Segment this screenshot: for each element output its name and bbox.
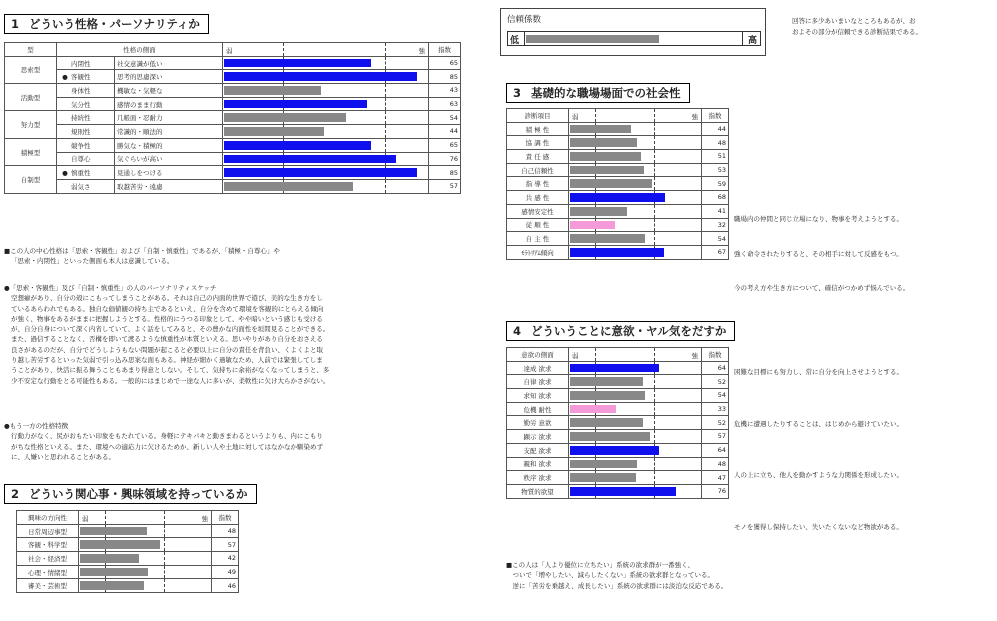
bar-cell	[223, 138, 429, 152]
table-row	[507, 232, 729, 246]
row-comment: 今の考え方や生き方について、確信がつかめず悩んでいる。	[734, 284, 910, 292]
trait-name: 規則性	[71, 127, 91, 136]
trait-cell	[57, 97, 115, 111]
sketch-line: 良さがあるのだが、自分でどうしようもない問題が起こると必要以上に自分の責任を背負い、くよくよと取	[11, 345, 323, 354]
section1-title	[4, 14, 209, 34]
score-bar	[80, 581, 144, 590]
reliability-note-line: およその部分が信頼できる診断結果である。	[792, 28, 922, 36]
trait-name: 弱気さ	[71, 182, 91, 191]
bar-cell	[223, 84, 429, 98]
score-bar	[80, 554, 139, 563]
section2-number: 2	[11, 487, 20, 501]
trait-description: 取越苦労・遠慮	[115, 179, 223, 193]
bar-cell	[79, 552, 212, 566]
bar-cell	[569, 163, 702, 177]
row-label: 自律 欲求	[507, 375, 569, 389]
summary-line: 「思索・内閉性」といった側面も本人は意識している。	[11, 257, 174, 266]
motivation-aspect-header: 意欲の側面	[507, 348, 569, 362]
sketch-line: また、過信することなく、否構を即いて渡るような慎重性が本質といえる。思いやりがあり自分をおさえる	[11, 335, 323, 344]
score-bar	[224, 86, 321, 95]
index-value: 32	[702, 218, 729, 232]
score-bar	[570, 364, 659, 373]
row-label: 感情安定性	[507, 204, 569, 218]
reliability-title: 信頼係数	[507, 15, 542, 25]
row-label: 自 主 性	[507, 232, 569, 246]
bar-cell	[569, 122, 702, 136]
primary-marker: ●	[62, 73, 68, 82]
index-value: 64	[702, 361, 729, 375]
sketch-line: が強く、物事をあるがままに把握しようとする。性格的にうつる印象として、やや暗いという感じも受ける	[11, 314, 323, 323]
row-label: 協 調 性	[507, 136, 569, 150]
trait-cell	[57, 179, 115, 193]
bar-cell	[79, 565, 212, 579]
sketch-line: 少不安定な行動をとる可能性もある。一般的にはまじめで一途な人に多いが、柔軟性に欠け大らかさがない。	[11, 376, 330, 385]
interest-scale-header	[79, 511, 212, 525]
personality-summary	[4, 246, 474, 267]
bar-cell	[569, 136, 702, 150]
index-value: 68	[702, 191, 729, 205]
row-label: 勤労 意欲	[507, 416, 569, 430]
table-row	[507, 163, 729, 177]
score-bar	[570, 166, 644, 175]
section3-title-text: 基礎的な職場場面での社会性	[531, 86, 681, 100]
table-row	[5, 97, 461, 111]
bar-cell	[569, 402, 702, 416]
score-bar	[570, 221, 615, 230]
table-row	[507, 177, 729, 191]
trait-cell	[57, 166, 115, 180]
table-row	[507, 416, 729, 430]
index-value: 54	[702, 389, 729, 403]
reliability-scale	[507, 31, 761, 46]
index-header: 指数	[429, 43, 461, 57]
bar-cell	[569, 457, 702, 471]
table-row	[17, 552, 239, 566]
reliability-low: 低	[510, 36, 520, 46]
score-bar	[570, 207, 627, 216]
section2-title-text: どういう関心事・興味領域を持っているか	[29, 487, 248, 501]
score-bar	[570, 418, 643, 427]
score-bar	[570, 391, 645, 400]
bar-cell	[569, 484, 702, 498]
trait-description: 見通しをつける	[115, 166, 223, 180]
section4-number: 4	[513, 324, 522, 338]
table-row	[507, 204, 729, 218]
bar-cell	[223, 111, 429, 125]
sketch-line: 空想癖があり、自分の殻にこもってしまうことがある。それは自己の内面的世界で遊び、美的な生き方をし	[11, 294, 323, 303]
score-bar	[570, 432, 650, 441]
trait-name: 持続性	[71, 114, 91, 123]
section2-title	[4, 484, 257, 504]
index-value: 43	[429, 84, 461, 98]
bar-cell	[223, 166, 429, 180]
index-value: 47	[702, 471, 729, 485]
other-traits	[4, 421, 479, 462]
row-label: 責 任 感	[507, 150, 569, 164]
social-scale-header	[569, 109, 702, 123]
row-label: 秩序 欲求	[507, 471, 569, 485]
score-bar	[570, 138, 637, 147]
table-row	[507, 375, 729, 389]
table-row	[507, 218, 729, 232]
type-cell: 積極型	[5, 138, 57, 165]
type-cell: 活動型	[5, 84, 57, 111]
index-value: 57	[212, 538, 239, 552]
interest-index-header: 指数	[212, 511, 239, 525]
trait-name: 内閉性	[71, 59, 91, 68]
table-row	[507, 457, 729, 471]
bar-cell	[569, 177, 702, 191]
table-row	[5, 152, 461, 166]
motivation-summary-line: 逆に「苦労を乗越え、成長したい」系統の欲求群には淡泊な反応である。	[506, 581, 728, 590]
type-cell: 努力型	[5, 111, 57, 138]
score-bar	[570, 193, 665, 202]
row-comment: 人の上に立ち、他人を動かすような力関係を形成したい。	[734, 471, 903, 480]
index-value: 41	[702, 204, 729, 218]
row-comment: 強く命令されたりすると、その相手に対して反感をもつ。	[734, 249, 903, 258]
index-value: 48	[702, 457, 729, 471]
trait-cell	[57, 138, 115, 152]
index-value: 44	[702, 122, 729, 136]
trait-description: 機敏な・気軽な	[115, 84, 223, 98]
index-value: 65	[429, 138, 461, 152]
personality-table	[4, 42, 461, 194]
sketch-line: うことがあり、快活に振る舞うこともあまり得意としない。そして、気持ちに余裕がなくなってしまうと、多	[11, 366, 330, 375]
bar-cell	[223, 179, 429, 193]
score-bar	[570, 179, 652, 188]
index-value: 48	[702, 136, 729, 150]
table-row	[5, 138, 461, 152]
score-bar	[570, 487, 676, 496]
bar-cell	[569, 430, 702, 444]
row-label: 積 極 性	[507, 122, 569, 136]
table-row	[17, 538, 239, 552]
trait-name: 自尊心	[71, 155, 91, 164]
social-table	[506, 108, 729, 260]
bar-cell	[223, 125, 429, 139]
score-bar	[224, 168, 417, 177]
score-bar	[224, 72, 417, 81]
reliability-high: 高	[747, 36, 757, 46]
table-row	[5, 70, 461, 84]
index-value: 52	[702, 375, 729, 389]
table-row	[507, 430, 729, 444]
table-row	[5, 111, 461, 125]
bar-cell	[569, 471, 702, 485]
personality-sketch	[4, 283, 479, 386]
score-bar	[570, 377, 643, 386]
table-row	[17, 579, 239, 593]
bar-cell	[569, 150, 702, 164]
section1-title-text: どういう性格・パーソナリティか	[29, 17, 200, 31]
type-cell: 自制型	[5, 166, 57, 193]
bar-cell	[79, 538, 212, 552]
bar-cell	[569, 375, 702, 389]
trait-name: 慎重性	[71, 169, 91, 178]
index-value: 63	[429, 97, 461, 111]
table-row	[507, 150, 729, 164]
interest-aspect-header: 興味の方向性	[17, 511, 79, 525]
strong-label: 強	[418, 47, 425, 55]
bar-cell	[79, 579, 212, 593]
index-value: 52	[702, 416, 729, 430]
row-label: 自己信頼性	[507, 163, 569, 177]
trait-description: 気ぐらいが高い	[115, 152, 223, 166]
section4-title-text: どういうことに意欲・ヤル気をだすか	[531, 324, 727, 338]
sketch-title: ●「思索・客観性」及び「自制・慎重性」の人のパーソナリティスケッチ	[4, 284, 217, 292]
index-value: 44	[429, 125, 461, 139]
table-row	[17, 565, 239, 579]
weak-label: 弱	[82, 515, 89, 523]
interest-table	[16, 510, 239, 593]
sketch-line: り越し苦労するといった気弱で引っ込み思案な面もある。神経が細かく過敏なため、人前では緊張してしま	[11, 356, 323, 365]
trait-cell	[57, 56, 115, 70]
motivation-scale-header	[569, 348, 702, 362]
score-bar	[570, 460, 637, 469]
bar-cell	[569, 232, 702, 246]
weak-label: 弱	[226, 47, 233, 55]
other-line: に、人嫌いと思われることがある。	[11, 452, 115, 461]
index-value: 42	[212, 552, 239, 566]
table-row	[507, 471, 729, 485]
index-value: 51	[702, 150, 729, 164]
index-value: 64	[702, 443, 729, 457]
motivation-index-header: 指数	[702, 348, 729, 362]
table-row	[17, 524, 239, 538]
bar-cell	[569, 361, 702, 375]
table-row	[5, 56, 461, 70]
table-row	[5, 84, 461, 98]
section4-title	[506, 321, 735, 341]
score-bar	[224, 100, 367, 109]
aspect-header: 性格の側面	[57, 43, 223, 57]
score-bar	[570, 446, 659, 455]
row-label: 指 導 性	[507, 177, 569, 191]
index-value: 57	[429, 179, 461, 193]
section3-number: 3	[513, 86, 522, 100]
trait-name: 客観性	[71, 73, 91, 82]
row-label: 客観・科学型	[17, 538, 79, 552]
score-bar	[224, 59, 371, 68]
sketch-line: ているあらわれでもある。独自な価値観の持ち主であるといえ、自分を含めて環境を客観的にとらえる傾向	[11, 304, 324, 313]
index-value: 53	[702, 163, 729, 177]
row-label: ﾓﾗﾄﾘｱﾑ傾向	[507, 245, 569, 259]
index-value: 85	[429, 70, 461, 84]
table-row	[507, 389, 729, 403]
trait-cell	[57, 125, 115, 139]
score-bar	[570, 125, 631, 134]
trait-cell	[57, 84, 115, 98]
trait-cell	[57, 152, 115, 166]
row-label: 共 感 性	[507, 191, 569, 205]
trait-description: 思考的思慮深い	[115, 70, 223, 84]
row-label: 求知 欲求	[507, 389, 569, 403]
row-label: 親和 欲求	[507, 457, 569, 471]
bar-cell	[569, 191, 702, 205]
row-label: 日常周辺事型	[17, 524, 79, 538]
table-row	[507, 402, 729, 416]
bar-cell	[569, 443, 702, 457]
index-value: 67	[702, 245, 729, 259]
index-value: 46	[212, 579, 239, 593]
score-bar	[224, 182, 353, 191]
index-value: 48	[212, 524, 239, 538]
row-label: 支配 欲求	[507, 443, 569, 457]
table-row	[5, 125, 461, 139]
table-row	[5, 166, 461, 180]
section3-title	[506, 83, 690, 103]
score-bar	[570, 234, 645, 243]
table-row	[507, 361, 729, 375]
row-label: 達成 欲求	[507, 361, 569, 375]
score-bar	[570, 248, 664, 257]
sketch-line: が、自分自身について深く内省していて、よく話をしてみると、その豊かな内面性を垣間見ることができる。	[11, 325, 330, 334]
trait-description: 常識的・順法的	[115, 125, 223, 139]
reliability-note	[792, 16, 922, 38]
reliability-box	[500, 8, 766, 56]
index-value: 76	[429, 152, 461, 166]
weak-label: 弱	[572, 113, 579, 121]
bar-cell	[223, 56, 429, 70]
index-value: 65	[429, 56, 461, 70]
score-bar	[224, 127, 324, 136]
bar-cell	[569, 218, 702, 232]
bar-cell	[569, 389, 702, 403]
score-bar	[224, 155, 396, 164]
row-comment: 困難な目標にも努力し、常に自分を向上させようとする。	[734, 368, 903, 377]
index-value: 85	[429, 166, 461, 180]
social-aspect-header: 診断項目	[507, 109, 569, 123]
row-label: 心理・情緒型	[17, 565, 79, 579]
strong-label: 強	[201, 515, 208, 523]
trait-cell	[57, 70, 115, 84]
motivation-summary-line: ■この人は「人より優位に立ちたい」系統の欲求群が一番強く、	[506, 561, 695, 569]
type-cell: 思索型	[5, 56, 57, 83]
scale-header	[223, 43, 429, 57]
other-line: がちな性格といえる。また、環境への適応力に欠けるためか、新しい人や土地に対してはなかなか馴染めず	[11, 442, 323, 451]
row-comment: モノを獲得し保持したい、失いたくないなど物欲がある。	[734, 523, 903, 531]
table-row	[507, 484, 729, 498]
index-value: 59	[702, 177, 729, 191]
motivation-table	[506, 347, 729, 499]
table-row	[5, 179, 461, 193]
index-value: 54	[702, 232, 729, 246]
type-header: 型	[5, 43, 57, 57]
row-comment: 危機に遭遇したりすることは、はじめから避けていたい。	[734, 419, 903, 428]
bar-cell	[223, 152, 429, 166]
score-bar	[80, 540, 160, 549]
table-row	[507, 191, 729, 205]
table-row	[507, 245, 729, 259]
score-bar	[224, 141, 371, 150]
trait-description: 社交意識が低い	[115, 56, 223, 70]
index-value: 49	[212, 565, 239, 579]
score-bar	[570, 405, 616, 414]
row-comment: 職場内の仲間と同じ立場になり、物事を考えようとする。	[734, 215, 903, 224]
row-label: 社会・経済型	[17, 552, 79, 566]
table-row	[507, 136, 729, 150]
social-index-header: 指数	[702, 109, 729, 123]
score-bar	[80, 568, 148, 577]
score-bar	[80, 527, 147, 536]
trait-name: 競争性	[71, 141, 91, 150]
trait-name: 気分性	[71, 100, 91, 109]
trait-description: 勝気な・積極的	[115, 138, 223, 152]
strong-label: 強	[691, 352, 698, 360]
row-label: 危機 耐性	[507, 402, 569, 416]
trait-description: 感情のまま行動	[115, 97, 223, 111]
primary-marker: ●	[62, 169, 68, 178]
bar-cell	[569, 245, 702, 259]
row-label: 物質的欲望	[507, 484, 569, 498]
reliability-bar	[526, 35, 659, 43]
score-bar	[570, 473, 636, 482]
trait-cell	[57, 111, 115, 125]
score-bar	[224, 113, 346, 122]
index-value: 76	[702, 484, 729, 498]
other-title: ●もう一方の性格特徴	[4, 422, 69, 430]
row-label: 顕示 欲求	[507, 430, 569, 444]
bar-cell	[569, 204, 702, 218]
strong-label: 強	[691, 113, 698, 121]
trait-description: 几帳面・忍耐力	[115, 111, 223, 125]
summary-line: ■この人の中心性格は「思索・客観性」および「自制・慎重性」であるが、「積極・自尊心」や	[4, 247, 280, 255]
section1-number: 1	[11, 17, 20, 31]
bar-cell	[223, 70, 429, 84]
table-row	[507, 122, 729, 136]
index-value: 33	[702, 402, 729, 416]
weak-label: 弱	[572, 352, 579, 360]
motivation-summary	[506, 560, 986, 591]
table-row	[507, 443, 729, 457]
index-value: 57	[702, 430, 729, 444]
bar-cell	[79, 524, 212, 538]
other-line: 行動力がなく、尻がおもたい印象をもたれている。身軽にテキパキと動きまわるというよりも、内にこもり	[11, 432, 323, 441]
trait-name: 身体性	[71, 86, 91, 95]
motivation-summary-line: ついで「増やしたい、減らしたくない」系統の欲求群となっている。	[506, 571, 714, 580]
score-bar	[570, 152, 641, 161]
row-label: 従 順 性	[507, 218, 569, 232]
bar-cell	[223, 97, 429, 111]
bar-cell	[569, 416, 702, 430]
row-label: 審美・芸術型	[17, 579, 79, 593]
reliability-note-line: 回答に多少あいまいなところもあるが、お	[792, 17, 916, 25]
index-value: 54	[429, 111, 461, 125]
